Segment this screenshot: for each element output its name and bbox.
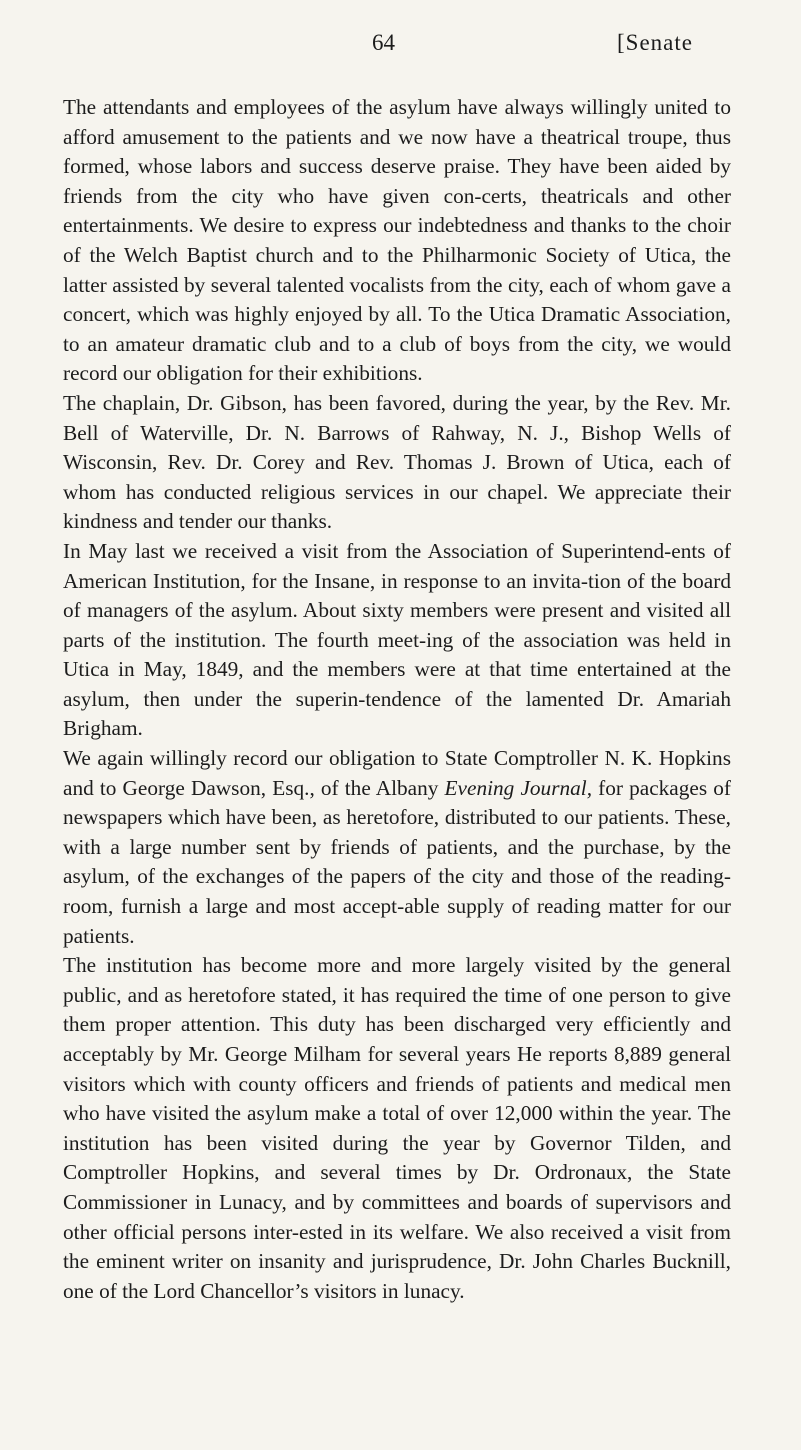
newspapers-text-after: for packages of newspapers which have been, as heretofore, distributed to our patients. These, with a large number sent by friends of patients, and the purchase, by the asylum, of the exchanges of the papers of the city and those of the reading-room, furnish a large and most accept-able supply of reading matter for our patients. bbox=[63, 775, 731, 948]
page-number: 64 bbox=[372, 30, 395, 55]
paragraph-newspapers bbox=[63, 744, 731, 951]
paragraph-association-visit: In May last we received a visit from the Association of Superintend-ents of American Institution, for the Insane, in response to an invita-tion of the board of managers of the asylum. About sixty members were present and visited all parts of the institution. The fourth meet-ing of the association was held in Utica in May, 1849, and the members were at that time entertained at the asylum, then under the superin-tendence of the lamented Dr. Amariah Brigham. bbox=[63, 538, 731, 741]
newspapers-text-before: We again willingly record our obligation to State Comptroller N. K. Hopkins and to George Dawson, Esq., of the Albany bbox=[63, 746, 731, 800]
running-head: [Senate bbox=[617, 30, 693, 55]
page-header bbox=[0, 30, 801, 64]
newspaper-title: Evening Journal, bbox=[444, 775, 593, 800]
paragraph-amusements: The attendants and employees of the asylum have always willingly united to afford amusement to the patients and we now have a theatrical troupe, thus formed, whose labors and success deserve praise. They have been aided by friends from the city who have given con-certs, theatricals and other entertainments. We desire to express our indebtedness and thanks to the choir of the Welch Baptist church and to the Philharmonic Society of Utica, the latter assisted by several talented vocalists from the city, each of whom gave a concert, which was highly enjoyed by all. To the Utica Dramatic Association, to an amateur dramatic club and to a club of boys from the city, we would record our obligation for their exhibitions. bbox=[63, 95, 731, 386]
paragraph-chaplain: The chaplain, Dr. Gibson, has been favored, during the year, by the Rev. Mr. Bell of Waterville, Dr. N. Barrows of Rahway, N. J., Bishop Wells of Wisconsin, Rev. Dr. Corey and Rev. Thomas J. Brown of Utica, each of whom has conducted religious services in our chapel. We appreciate their kindness and tender our thanks. bbox=[63, 390, 731, 534]
body-text bbox=[63, 93, 731, 1306]
paragraph-visitors: The institution has become more and more largely visited by the general public, and as heretofore stated, it has required the time of one person to give them proper attention. This duty has been discharged very efficiently and acceptably by Mr. George Milham for several years He reports 8,889 general visitors which with county officers and friends of patients and medical men who have visited the asylum make a total of over 12,000 within the year. The institution has been visited during the year by Governor Tilden, and Comptroller Hopkins, and several times by Dr. Ordronaux, the State Commissioner in Lunacy, and by committees and boards of supervisors and other official persons inter-ested in its welfare. We also received a visit from the eminent writer on insanity and jurisprudence, Dr. John Charles Bucknill, one of the Lord Chancellor’s visitors in lunacy. bbox=[63, 953, 731, 1303]
